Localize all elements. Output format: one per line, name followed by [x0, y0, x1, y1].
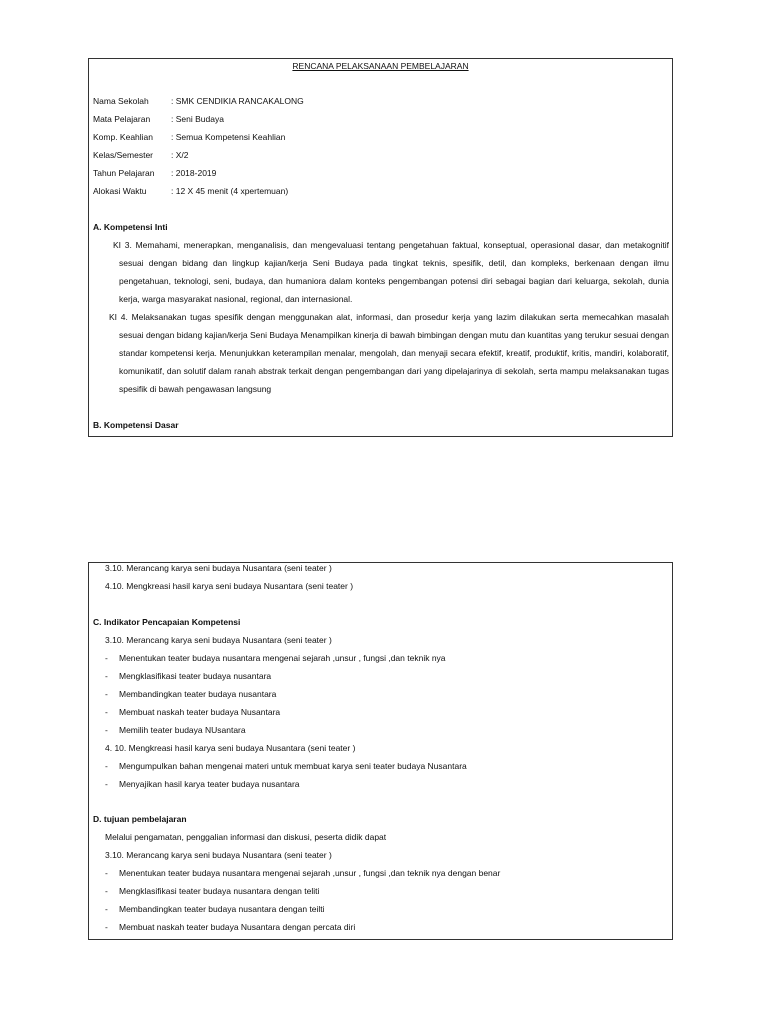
list-item: Menentukan teater budaya nusantara mengenai sejarah ,unsur , fungsi ,dan teknik nya dengan benar	[119, 868, 501, 878]
list-item: Menentukan teater budaya nusantara mengenai sejarah ,unsur , fungsi ,dan teknik nya	[119, 653, 446, 663]
list-dash: -	[105, 653, 108, 663]
identity-value: : 2018-2019	[171, 168, 217, 178]
objective-kd: 3.10. Merancang karya seni budaya Nusantara (seni teater )	[105, 850, 332, 860]
section-heading-b: B. Kompetensi Dasar	[93, 420, 179, 430]
identity-value: : SMK CENDIKIA RANCAKALONG	[171, 96, 304, 106]
document-page-2	[88, 562, 673, 940]
list-dash: -	[105, 725, 108, 735]
list-item: Membuat naskah teater budaya Nusantara dengan percata diri	[119, 922, 356, 932]
identity-value: : X/2	[171, 150, 189, 160]
list-item: Mengklasifikasi teater budaya nusantara dengan teliti	[119, 886, 320, 896]
identity-label: Mata Pelajaran	[93, 114, 151, 124]
section-heading-a: A. Kompetensi Inti	[93, 222, 168, 232]
list-item: Menyajikan hasil karya teater budaya nusantara	[119, 779, 300, 789]
list-dash: -	[105, 922, 108, 932]
identity-value: : Semua Kompetensi Keahlian	[171, 132, 286, 142]
list-dash: -	[105, 671, 108, 681]
indicator-kd: 4. 10. Mengkreasi hasil karya seni budaya Nusantara (seni teater )	[105, 743, 356, 753]
list-item: Mengumpulkan bahan mengenai materi untuk membuat karya seni teater budaya Nusantara	[119, 761, 467, 771]
ki3-paragraph: KI 3. Memahami, menerapkan, menganalisis, dan mengevaluasi tentang pengetahuan faktual, konseptual, operasional dasar, dan metakognitif sesuai dengan bidang dan lingkup kajian/kerja Seni Budaya pada tingkat teknis, spesifik, detil, dan kompleks, berkenaan dengan ilmu pengetahuan, teknologi, seni, budaya, dan humaniora dalam konteks pengembangan potensi diri sebagai bagian dari keluarga, sekolah, dunia kerja, warga masyarakat nasional, regional, dan internasional.	[113, 240, 669, 304]
ki4-paragraph: KI 4. Melaksanakan tugas spesifik dengan menggunakan alat, informasi, dan prosedur kerja yang lazim dilakukan serta memecahkan masalah sesuai dengan bidang kajian/kerja Seni Budaya Menampilkan kinerja di bawah bimbingan dengan mutu dan kuantitas yang terukur sesuai dengan standar kompetensi kerja. Menunjukkan keterampilan menalar, mengolah, dan menyaji secara efektif, kreatif, produktif, kritis, mandiri, kolaboratif, komunikatif, dan solutif dalam ranah abstrak terkait dengan pengembangan dari yang dipelajarinya di sekolah, serta mampu melaksanakan tugas spesifik di bawah pengawasan langsung	[109, 312, 669, 394]
list-dash: -	[105, 886, 108, 896]
list-item: Membuat naskah teater budaya Nusantara	[119, 707, 281, 717]
section-heading-c: C. Indikator Pencapaian Kompetensi	[93, 617, 241, 627]
identity-label: Alokasi Waktu	[93, 186, 147, 196]
identity-value: : 12 X 45 menit (4 xpertemuan)	[171, 186, 289, 196]
list-item: Memilih teater budaya NUsantara	[119, 725, 246, 735]
kd-item: 3.10. Merancang karya seni budaya Nusantara (seni teater )	[105, 563, 332, 573]
identity-label: Tahun Pelajaran	[93, 168, 155, 178]
indicator-kd: 3.10. Merancang karya seni budaya Nusantara (seni teater )	[105, 635, 332, 645]
list-item: Membandingkan teater budaya nusantara	[119, 689, 277, 699]
identity-label: Nama Sekolah	[93, 96, 149, 106]
list-dash: -	[105, 707, 108, 717]
document-title: RENCANA PELAKSANAAN PEMBELAJARAN	[292, 61, 469, 71]
kd-item: 4.10. Mengkreasi hasil karya seni budaya Nusantara (seni teater )	[105, 581, 354, 591]
list-dash: -	[105, 689, 108, 699]
identity-label: Kelas/Semester	[93, 150, 153, 160]
list-item: Membandingkan teater budaya nusantara dengan teilti	[119, 904, 325, 914]
list-dash: -	[105, 779, 108, 789]
identity-value: : Seni Budaya	[171, 114, 224, 124]
list-dash: -	[105, 904, 108, 914]
list-item: Mengklasifikasi teater budaya nusantara	[119, 671, 272, 681]
identity-label: Komp. Keahlian	[93, 132, 154, 142]
section-heading-d: D. tujuan pembelajaran	[93, 814, 187, 824]
list-dash: -	[105, 868, 108, 878]
document-page-1	[88, 58, 673, 437]
list-dash: -	[105, 761, 108, 771]
objective-intro: Melalui pengamatan, penggalian informasi dan diskusi, peserta didik dapat	[105, 832, 387, 842]
